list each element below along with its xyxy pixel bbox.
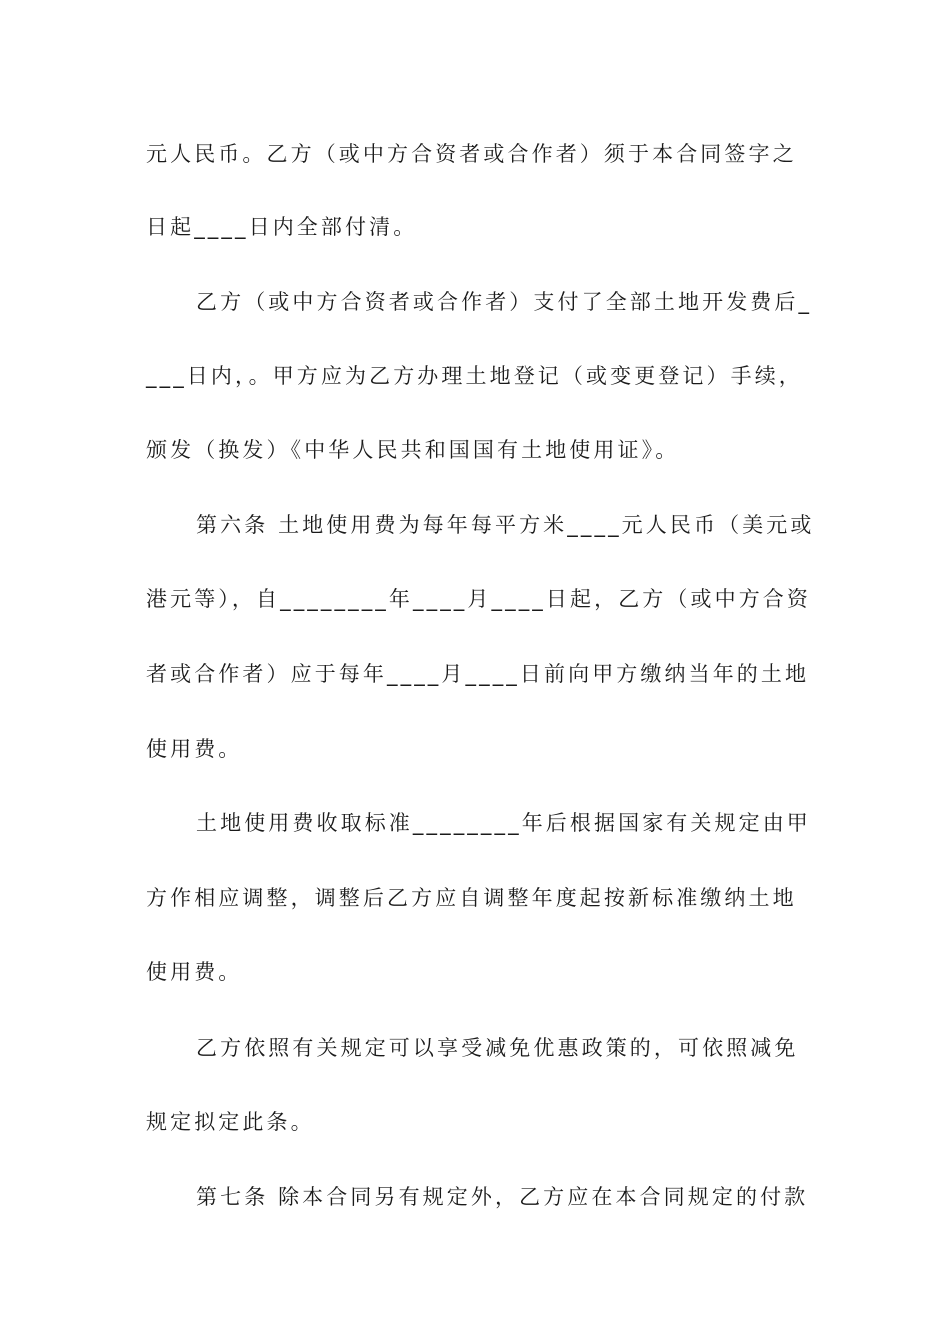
text-line: 使用费。 xyxy=(146,960,243,984)
article-7-line: 第七条 除本合同另有规定外，乙方应在本合同规定的付款 xyxy=(196,1185,809,1209)
text-line: 规定拟定此条。 xyxy=(146,1110,315,1134)
article-6-line: 第六条 土地使用费为每年每平方米____元人民币（美元或 xyxy=(196,513,815,537)
text-line: ___日内，。甲方应为乙方办理土地登记（或变更登记）手续， xyxy=(146,364,803,388)
text-line: 日起____日内全部付清。 xyxy=(146,215,418,239)
text-line: 方作相应调整，调整后乙方应自调整年度起按新标准缴纳土地 xyxy=(146,886,797,910)
paragraph-line: 土地使用费收取标准________年后根据国家有关规定由甲 xyxy=(196,811,811,835)
text-line: 颁发（换发）《中华人民共和国国有土地使用证》。 xyxy=(146,438,680,462)
paragraph-line: 乙方依照有关规定可以享受减免优惠政策的，可依照减免 xyxy=(196,1036,799,1060)
text-line: 港元等），自________年____月____日起，乙方（或中方合资 xyxy=(146,587,811,611)
text-line: 者或合作者）应于每年____月____日前向甲方缴纳当年的土地 xyxy=(146,662,810,686)
text-line: 使用费。 xyxy=(146,737,243,761)
text-line: 元人民币。乙方（或中方合资者或合作者）须于本合同签字之 xyxy=(146,142,797,166)
paragraph-line: 乙方（或中方合资者或合作者）支付了全部土地开发费后_ xyxy=(196,290,813,314)
